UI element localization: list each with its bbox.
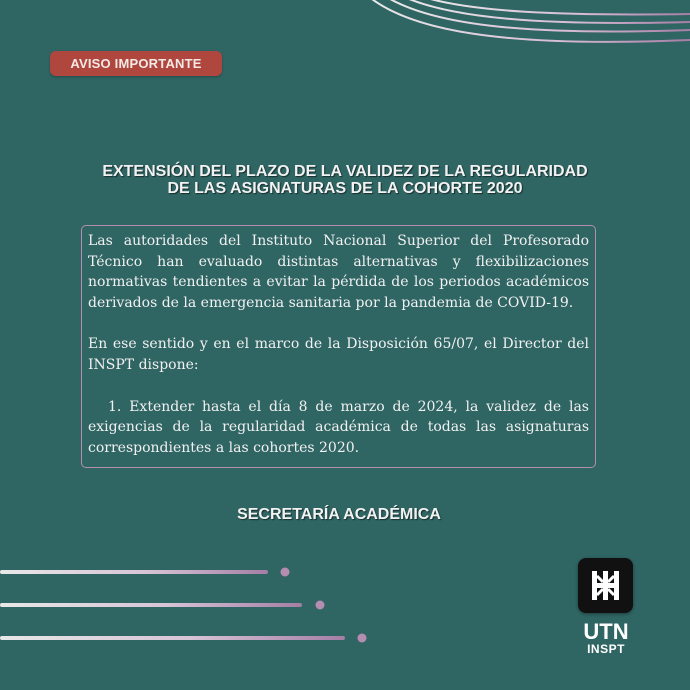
body-paragraph-1: Las autoridades del Instituto Nacional Superior del Profesorado Técnico han evaluado distintas alternativas y flexibilizaciones normativas tendientes a evitar la pérdida de los periodos académicos derivados de la emergencia sanitaria por la pandemia de COVID-19. <box>88 233 589 311</box>
aviso-badge: AVISO IMPORTANTE <box>50 51 222 76</box>
signature: SECRETARÍA ACADÉMICA <box>237 506 441 523</box>
page-title <box>40 163 650 197</box>
logo-inspt-text: INSPT <box>587 642 625 656</box>
body-item-1: 1. Extender hasta el día 8 de marzo de 2024, la validez de las exigencias de la regularidad académica de todas las asignaturas correspondientes a las cohortes 2020. <box>88 398 589 456</box>
title-line-1: EXTENSIÓN DEL PLAZO DE LA VALIDEZ DE LA REGULARIDAD <box>102 163 588 180</box>
decorative-lines <box>0 560 380 650</box>
body-paragraph-2: En ese sentido y en el marco de la Disposición 65/07, el Director del INSPT dispone: <box>88 336 589 373</box>
title-line-2: DE LAS ASIGNATURAS DE LA COHORTE 2020 <box>167 180 523 197</box>
utn-emblem-icon <box>578 558 633 613</box>
notice-body <box>81 225 596 468</box>
logo-utn-text: UTN <box>583 619 629 644</box>
